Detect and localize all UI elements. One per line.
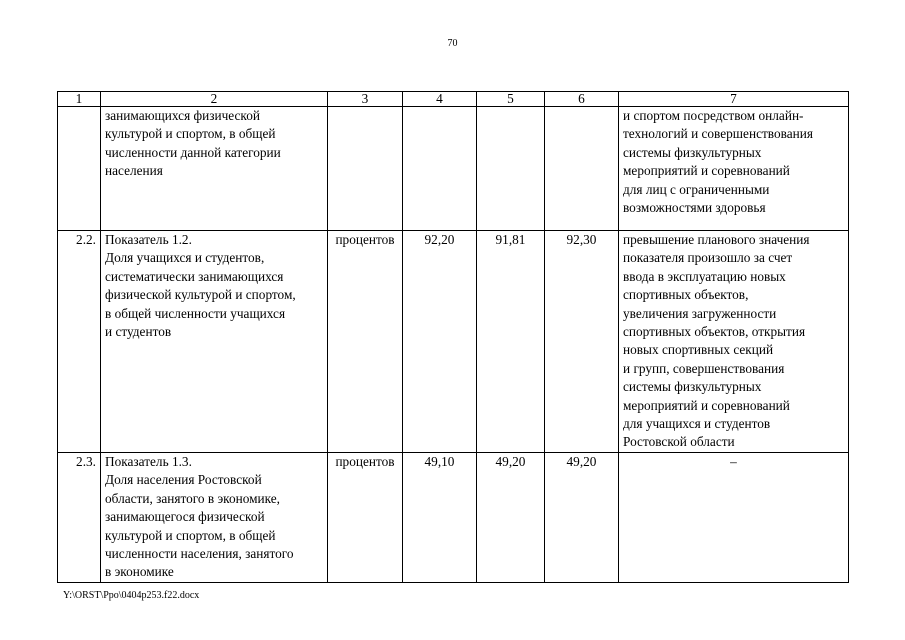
value-cell: 49,10	[403, 453, 477, 583]
note-cell	[619, 107, 849, 231]
note-cell	[619, 231, 849, 453]
note-dash: –	[730, 454, 737, 469]
note-text-line: и групп, совершенствования	[623, 360, 785, 376]
indicator-text-line: в общей численности учащихся	[105, 305, 286, 321]
indicator-cell	[101, 231, 328, 453]
note-text-line: ввода в эксплуатацию новых	[623, 268, 786, 284]
indicator-text-line: занимающегося физической	[105, 509, 265, 525]
indicator-text-line: Показатель 1.2.	[105, 232, 192, 247]
indicator-text-line: Доля учащихся и студентов,	[105, 250, 265, 266]
note-text-line: Ростовской области	[623, 434, 735, 450]
column-header: 7	[619, 92, 849, 107]
note-text-line: спортивных объектов,	[623, 287, 749, 303]
file-path-footer: Y:\ORST\Ppo\0404p253.f22.docx	[63, 590, 200, 601]
indicator-text-line: культурой и спортом, в общей	[105, 527, 276, 543]
note-text-line: превышение планового значения	[623, 232, 810, 247]
indicator-cell	[101, 453, 328, 583]
value-cell	[477, 107, 545, 231]
indicator-text-line: Показатель 1.3.	[105, 454, 192, 469]
indicator-text-line: в экономике	[105, 564, 174, 580]
note-text-line: и спортом посредством онлайн-	[623, 108, 804, 123]
note-text-line: для лиц с ограниченными	[623, 181, 770, 197]
row-number	[58, 107, 101, 231]
column-header: 3	[328, 92, 403, 107]
indicator-text-line: культурой и спортом, в общей	[105, 126, 276, 142]
note-text-line: системы физкультурных	[623, 144, 762, 160]
note-text-line: новых спортивных секций	[623, 342, 774, 358]
note-cell	[619, 453, 849, 583]
indicator-text-line: численности населения, занятого	[105, 546, 294, 562]
indicator-text-line: численности данной категории	[105, 144, 281, 160]
page-number: 70	[447, 38, 458, 49]
note-text-line: спортивных объектов, открытия	[623, 324, 806, 340]
unit-cell	[328, 107, 403, 231]
indicator-text-line: и студентов	[105, 324, 172, 340]
row-number: 2.2.	[58, 231, 101, 453]
note-text-line: мероприятий и соревнований	[623, 163, 790, 179]
value-cell: 91,81	[477, 231, 545, 453]
indicator-text-line: населения	[105, 163, 163, 179]
note-text-line: системы физкультурных	[623, 379, 762, 395]
indicator-text-line: области, занятого в экономике,	[105, 490, 281, 506]
value-cell: 49,20	[477, 453, 545, 583]
table-row	[58, 107, 849, 231]
indicator-text-line: Доля населения Ростовской	[105, 472, 262, 488]
value-cell	[545, 107, 619, 231]
table-header-row	[58, 92, 849, 107]
value-cell: 92,30	[545, 231, 619, 453]
note-text-line: для учащихся и студентов	[623, 416, 771, 432]
note-text-line: увеличения загруженности	[623, 305, 777, 321]
unit-cell: процентов	[328, 231, 403, 453]
value-cell: 92,20	[403, 231, 477, 453]
column-header: 4	[403, 92, 477, 107]
table-row	[58, 231, 849, 453]
value-cell	[403, 107, 477, 231]
row-number: 2.3.	[58, 453, 101, 583]
indicator-cell	[101, 107, 328, 231]
value-cell: 49,20	[545, 453, 619, 583]
indicator-text-line: физической культурой и спортом,	[105, 287, 296, 303]
unit-cell: процентов	[328, 453, 403, 583]
column-header: 6	[545, 92, 619, 107]
note-text-line: возможностями здоровья	[623, 200, 766, 216]
indicator-text-line: занимающихся физической	[105, 108, 260, 123]
note-text-line: показателя произошло за счет	[623, 250, 793, 266]
note-text-line: мероприятий и соревнований	[623, 397, 790, 413]
note-text-line: технологий и совершенствования	[623, 126, 813, 142]
indicator-text-line: систематически занимающихся	[105, 268, 284, 284]
column-header: 2	[101, 92, 328, 107]
indicator-table	[57, 91, 849, 583]
table-row	[58, 453, 849, 583]
column-header: 1	[58, 92, 101, 107]
column-header: 5	[477, 92, 545, 107]
